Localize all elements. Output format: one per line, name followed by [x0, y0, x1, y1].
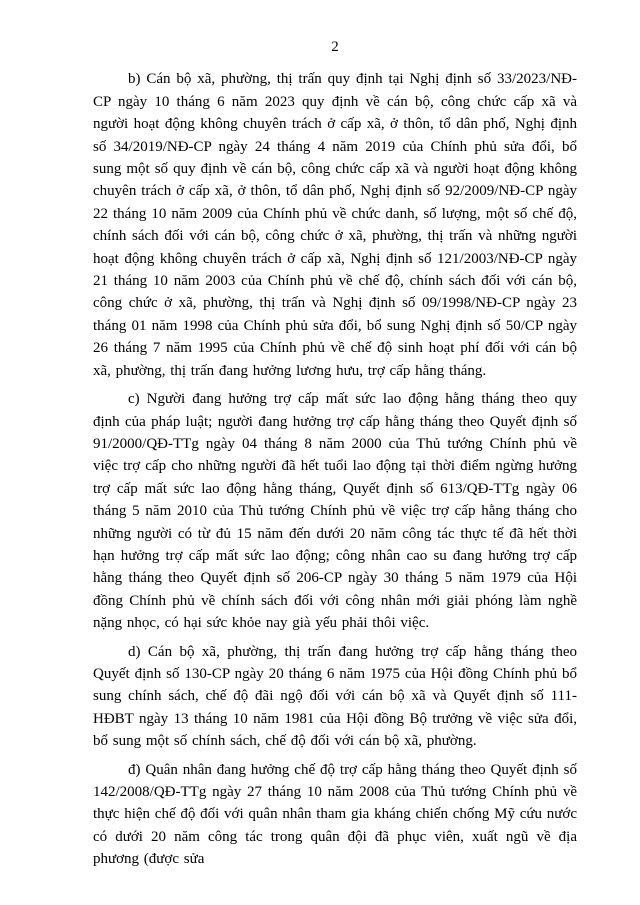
paragraph-d: d) Cán bộ xã, phường, thị trấn đang hưởng trợ cấp hằng tháng theo Quyết định số 130-CP ngày 20 tháng 6 năm 1975 của Hội đồng Chính phủ bổ sung chính sách, chế độ đãi ngộ đối với cán bộ xã và Quyết định số 111-HĐBT ngày 13 tháng 10 năm 1981 của Hội đồng Bộ trưởng về việc sửa đổi, bổ sung một số chính sách, chế độ đối với cán bộ xã, phường. — [93, 643, 577, 750]
paragraph-dd: đ) Quân nhân đang hưởng chế độ trợ cấp hằng tháng theo Quyết định số 142/2008/QĐ-TTg ngày 27 tháng 10 năm 2008 của Thủ tướng Chính phủ về thực hiện chế độ đối với quân nhân tham gia kháng chiến chống Mỹ cứu nước có dưới 20 năm công tác trong quân đội đã phục viên, xuất ngũ về địa phương (được sửa — [93, 761, 577, 868]
page-number: 2 — [331, 39, 339, 55]
paragraph-c: c) Người đang hưởng trợ cấp mất sức lao động hằng tháng theo quy định của pháp luật; người đang hưởng trợ cấp hằng tháng theo Quyết định số 91/2000/QĐ-TTg ngày 04 tháng 8 năm 2000 của Thủ tướng Chính phủ về việc trợ cấp cho những người đã hết tuổi lao động tại thời điểm ngừng hưởng trợ cấp mất sức lao động hằng tháng, Quyết định số 613/QĐ-TTg ngày 06 tháng 5 năm 2010 của Thủ tướng Chính phủ về việc trợ cấp hằng tháng cho những người có từ đủ 15 năm đến dưới 20 năm công tác thực tế đã hết thời hạn hưởng trợ cấp mất sức lao động; công nhân cao su đang hưởng trợ cấp hằng tháng theo Quyết định số 206-CP ngày 30 tháng 5 năm 1979 của Hội đồng Chính phủ về chính sách đối với công nhân mới giải phóng làm nghề nặng nhọc, có hại sức khỏe nay già yếu phải thôi việc. — [93, 391, 577, 632]
document-content — [93, 36, 577, 877]
paragraph-b: b) Cán bộ xã, phường, thị trấn quy định tại Nghị định số 33/2023/NĐ-CP ngày 10 tháng 6 năm 2023 quy định về cán bộ, công chức cấp xã và người hoạt động không chuyên trách ở cấp xã, ở thôn, tổ dân phố, Nghị định số 34/2019/NĐ-CP ngày 24 tháng 4 năm 2019 của Chính phủ sửa đổi, bổ sung một số quy định về cán bộ, công chức cấp xã và người hoạt động không chuyên trách ở cấp xã, ở thôn, tổ dân phố, Nghị định số 92/2009/NĐ-CP ngày 22 tháng 10 năm 2009 của Chính phủ về chức danh, số lượng, một số chế độ, chính sách đối với cán bộ, công chức ở xã, phường, thị trấn và những người hoạt động không chuyên trách ở cấp xã, Nghị định số 121/2003/NĐ-CP ngày 21 tháng 10 năm 2003 của Chính phủ về chế độ, chính sách đối với cán bộ, công chức ở xã, phường, thị trấn và Nghị định số 09/1998/NĐ-CP ngày 23 tháng 01 năm 1998 của Chính phủ sửa đổi, bổ sung Nghị định số 50/CP ngày 26 tháng 7 năm 1995 của Chính phủ về chế độ sinh hoạt phí đối với cán bộ xã, phường, thị trấn đang hưởng lương hưu, trợ cấp hằng tháng. — [93, 71, 577, 379]
